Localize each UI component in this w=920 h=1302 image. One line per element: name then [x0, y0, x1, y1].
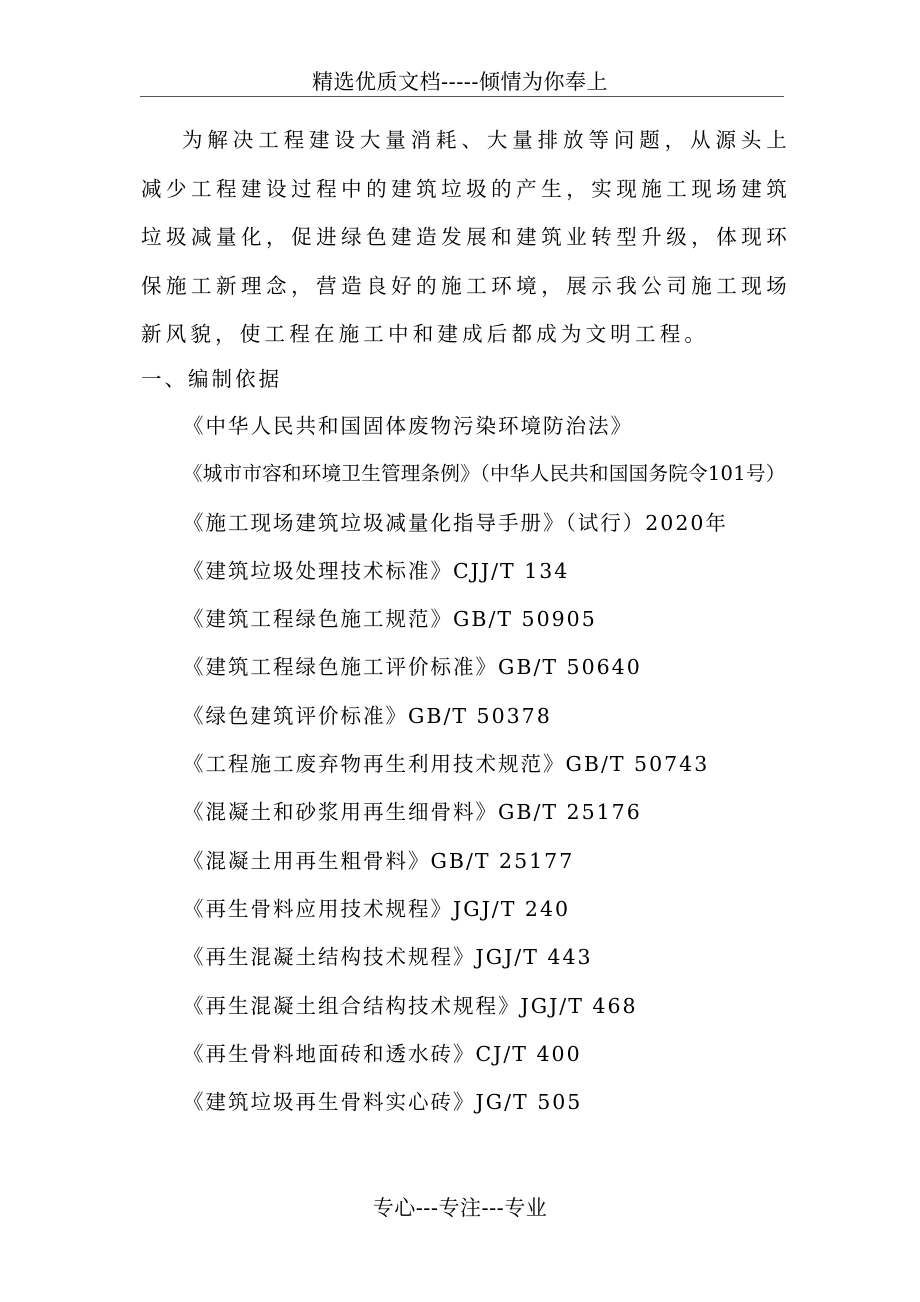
- reference-item: 《建筑工程绿色施工评价标准》GB/T 50640: [183, 655, 642, 680]
- intro-paragraph: 为解决工程建设大量消耗、大量排放等问题，从源头上减少工程建设过程中的建筑垃圾的产生，实现施工现场建筑垃圾减量化，促进绿色建造发展和建筑业转型升级，体现环保施工新理念，营造良好的施工环境，展示我公司施工现场新风貌，使工程在施工中和建成后都成为文明工程。: [141, 128, 791, 346]
- reference-item: 《再生骨料应用技术规程》JGJ/T 240: [183, 896, 571, 921]
- reference-item: 《混凝土用再生粗骨料》GB/T 25177: [183, 848, 575, 873]
- reference-list: [183, 402, 803, 1126]
- reference-item: 《建筑垃圾处理技术标准》CJJ/T 134: [183, 558, 570, 583]
- page-footer: 专心---专注---专业: [372, 1196, 548, 1220]
- header-divider: [140, 96, 784, 97]
- reference-item: 《再生骨料地面砖和透水砖》CJ/T 400: [183, 1041, 582, 1066]
- reference-item: 《绿色建筑评价标准》GB/T 50378: [183, 703, 552, 728]
- reference-item: 《再生混凝土组合结构技术规程》JGJ/T 468: [183, 993, 638, 1018]
- reference-item: 《城市市容和环境卫生管理条例》（中华人民共和国国务院令101号）: [183, 462, 786, 486]
- reference-item: 《再生混凝土结构技术规程》JGJ/T 443: [183, 945, 593, 970]
- reference-item: 《混凝土和砂浆用再生细骨料》GB/T 25176: [183, 800, 642, 825]
- reference-item: 《建筑工程绿色施工规范》GB/T 50905: [183, 607, 597, 632]
- reference-item: 《建筑垃圾再生骨料实心砖》JG/T 505: [183, 1090, 583, 1115]
- reference-item: 《施工现场建筑垃圾减量化指导手册》（试行）2020年: [183, 510, 728, 535]
- page-header: 精选优质文档-----倾情为你奉上: [312, 70, 608, 94]
- reference-item: 《工程施工废弃物再生利用技术规范》GB/T 50743: [183, 752, 710, 777]
- reference-item: 《中华人民共和国固体废物污染环境防治法》: [183, 414, 633, 438]
- section-title: 一、编制依据: [141, 367, 282, 391]
